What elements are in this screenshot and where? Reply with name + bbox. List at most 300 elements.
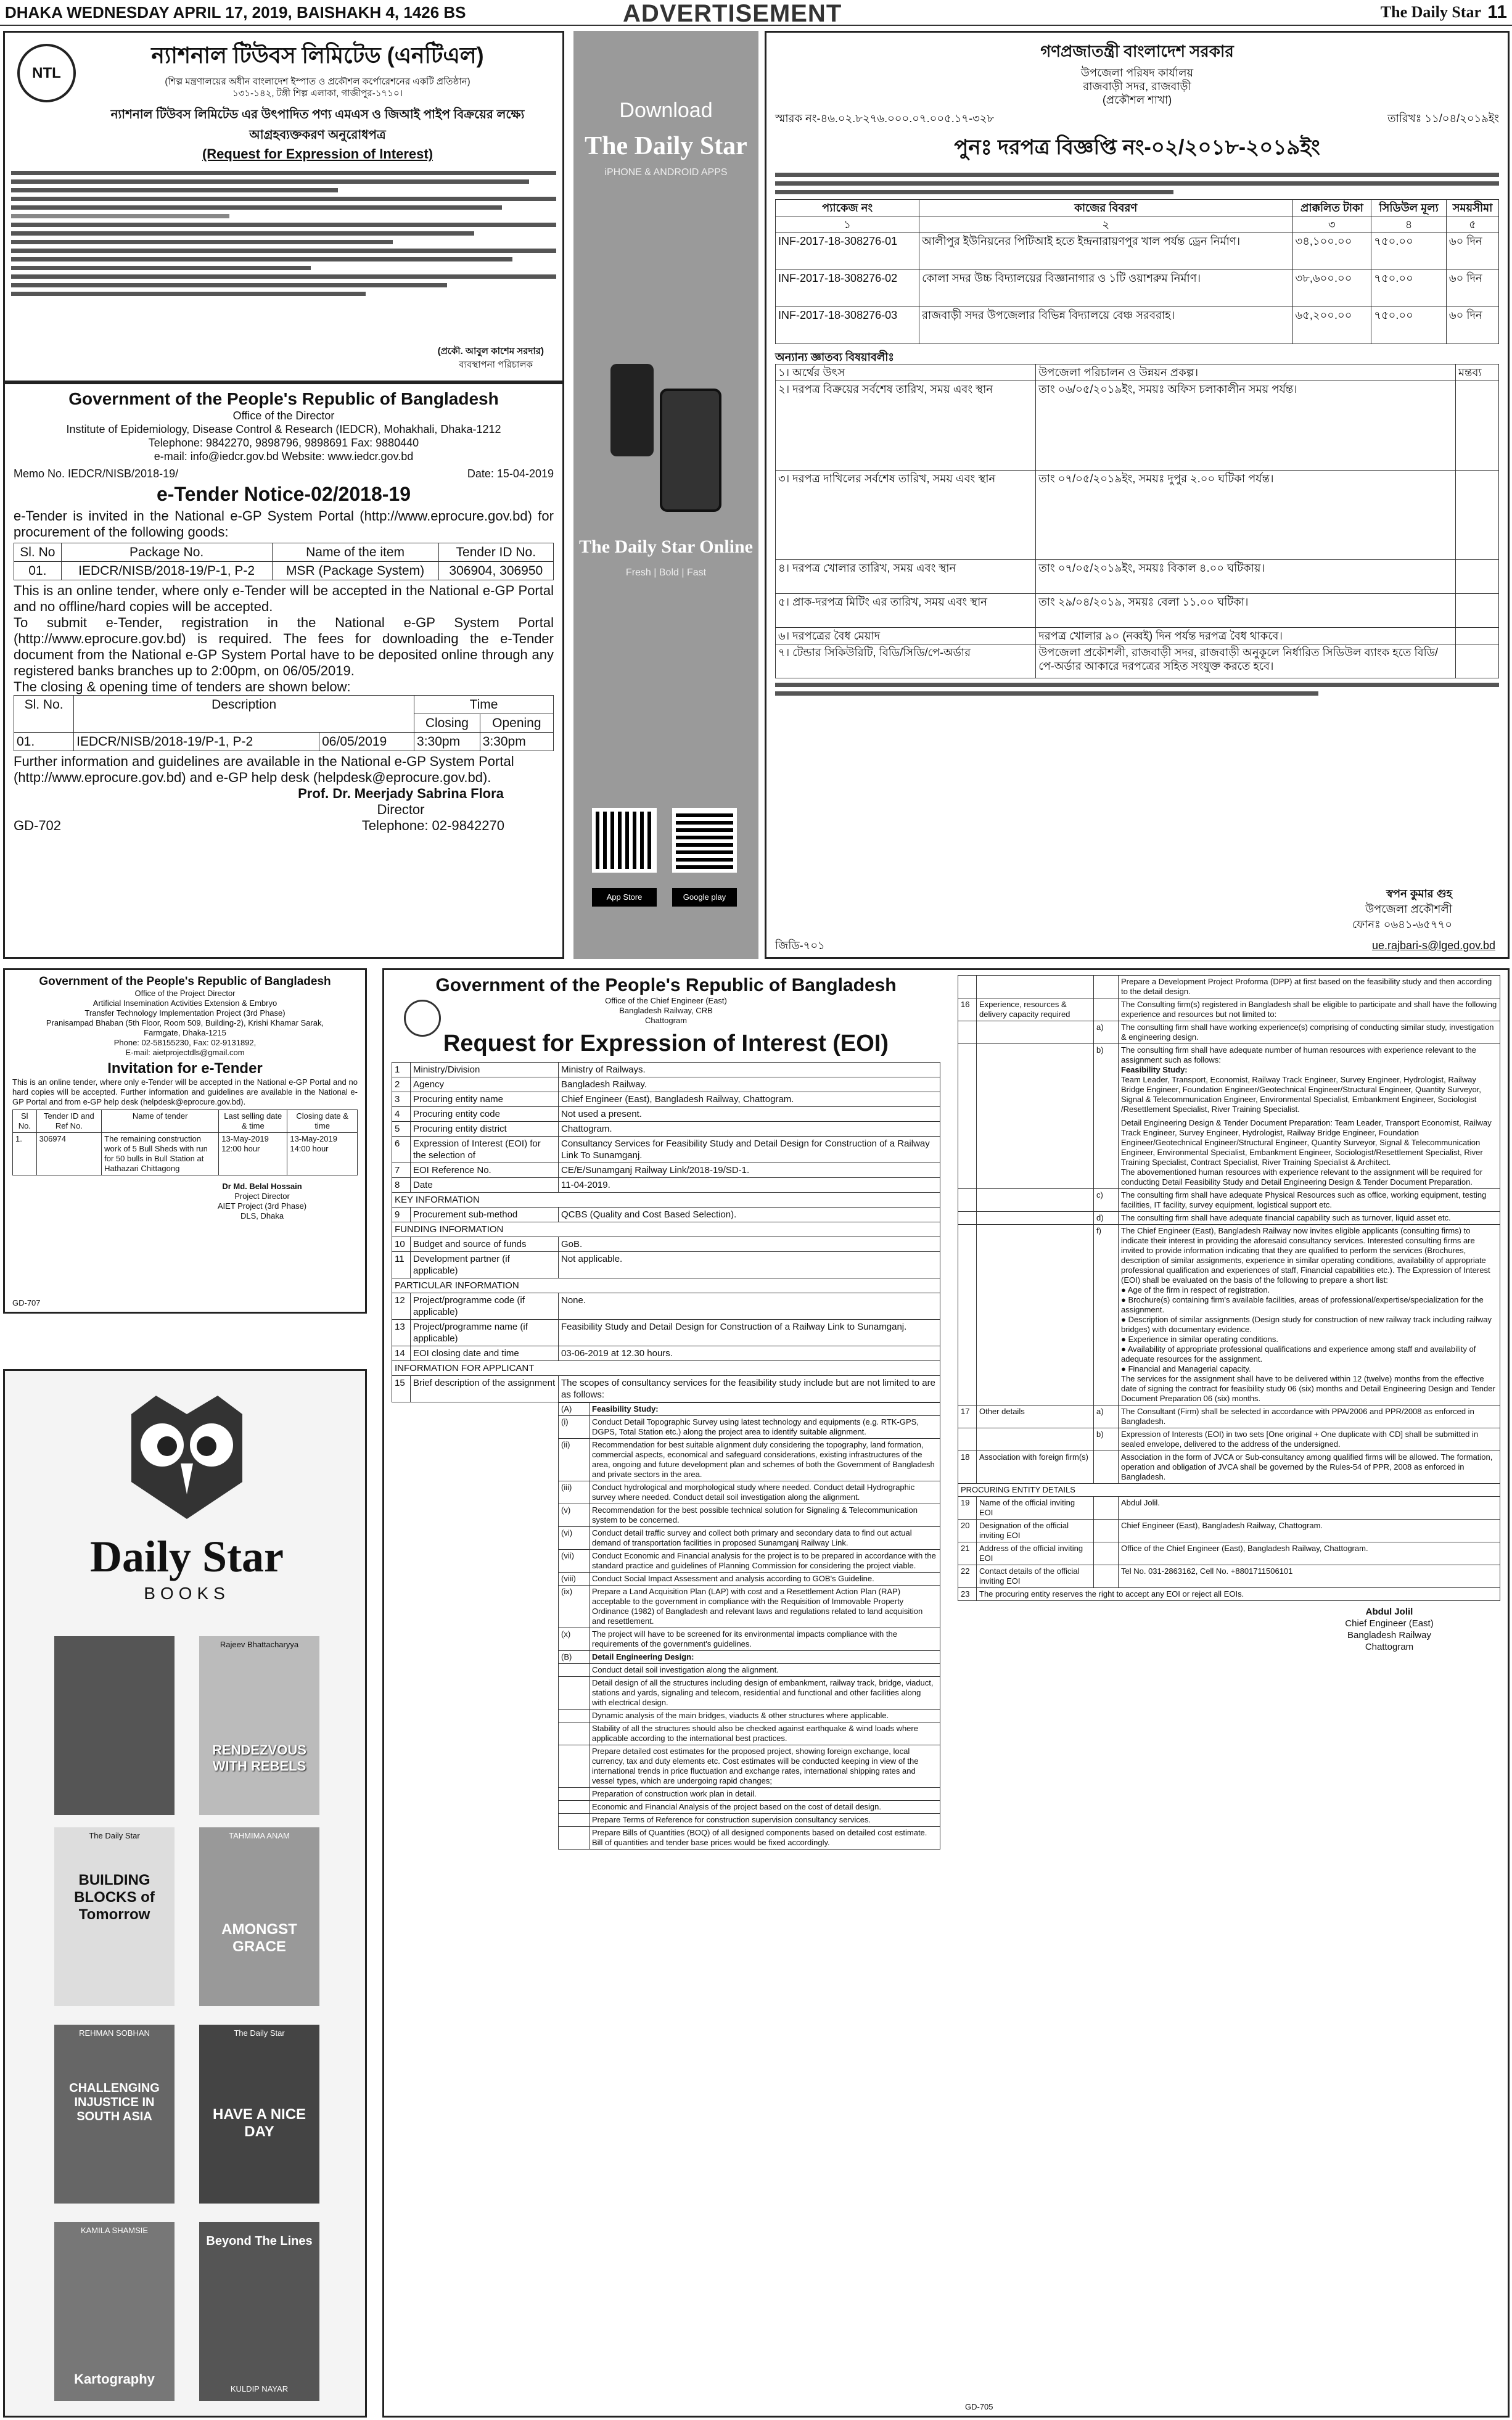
table-cell: Prepare a Land Acquisition Plan (LAP) with cost and a Resettlement Action Plan (RAP) acceptable to the government in compliance with the Requisition of Immovable Property Ordinance (1982) of Bangladesh and relevant laws and regulations related to land acquisition and resettlement.: [590, 1586, 940, 1628]
table-cell: Economic and Financial Analysis of the project based on the cost of detail design.: [590, 1801, 940, 1814]
table-cell: Chattogram.: [559, 1122, 940, 1137]
app-download: Download: [619, 99, 713, 122]
table-row: [13, 1133, 358, 1175]
iedcr-signer: Prof. Dr. Meerjady Sabrina Flora: [298, 786, 504, 801]
table-cell: [559, 1664, 590, 1677]
aiet-signer-line: DLS, Dhaka: [240, 1211, 284, 1220]
col-header: সিডিউল মূল্য: [1371, 200, 1447, 216]
table-row: [392, 1252, 940, 1278]
table-cell: Sl. No: [14, 543, 62, 562]
table-cell: উপজেলা পরিচালন ও উন্নয়ন প্রকল্প।: [1036, 364, 1456, 381]
table-cell: Sl. No.: [14, 696, 74, 733]
table-row: [559, 1504, 940, 1527]
iedcr-signer-title: Director: [377, 802, 425, 817]
iedcr-code: GD-702: [14, 818, 62, 833]
eoi-scope-table: [558, 1402, 940, 1850]
table-cell: 7: [392, 1163, 411, 1178]
table-row: [559, 1722, 940, 1745]
appstore-badge[interactable]: App Store: [592, 888, 657, 907]
table-cell: Prepare detailed cost estimates for the proposed project, showing foreign exchange, local currency, tax and duty elements etc. Cost estimates will be conducted keeping in view of the international trends in price fluctuation and exchange rates, international shipping rates and vessel types, which are undergoing rapid changes;: [590, 1745, 940, 1788]
aiet-title: Invitation for e-Tender: [107, 1060, 263, 1077]
table-cell: Detail Engineering Design:: [590, 1651, 940, 1664]
eoi-office: Office of the Chief Engineer (East): [605, 996, 727, 1005]
table-cell: দরপত্র খোলার ৯০ (নব্বই) দিন পর্যন্ত দরপত্র বৈধ থাকবে।: [1036, 628, 1456, 644]
eoi-office: Chattogram: [645, 1016, 687, 1025]
table-cell: ৭৫০.০০: [1371, 307, 1447, 344]
ntl-signer-title: ব্যবস্থাপনা পরিচালক: [459, 360, 533, 370]
ntl-sub: (শিল্প মন্ত্রণালয়ের অধীন বাংলাদেশ ইস্পাত ও প্রকৌশল কর্পোরেশনের একটি প্রতিষ্ঠান): [165, 76, 470, 87]
table-cell: 12: [392, 1293, 411, 1320]
table-cell: 13-May-2019 12:00 hour: [219, 1133, 287, 1175]
eoi-signer-line: Chattogram: [1365, 1642, 1414, 1652]
table-cell: [559, 1801, 590, 1814]
table-cell: Feasibility Study and Detail Design for Construction of a Railway Link to Sunamganj.: [559, 1320, 940, 1346]
ntl-org: ন্যাশনাল টিউবস লিমিটেড (এনটিএল): [151, 43, 484, 68]
iedcr-phone: Telephone: 02-9842270: [361, 818, 504, 833]
table-row: [958, 1212, 1500, 1225]
table-cell: Chief Engineer (East), Bangladesh Railway, Chattogram.: [1119, 1520, 1500, 1542]
table-row: [559, 1586, 940, 1628]
eoi-office: Bangladesh Railway, CRB: [619, 1006, 713, 1015]
table-cell: ৩: [1292, 216, 1371, 233]
qr-code: [592, 808, 657, 873]
book-cover[interactable]: [54, 1636, 175, 1815]
table-cell: Closing: [414, 714, 480, 733]
table-cell: Ministry of Railways.: [559, 1063, 940, 1077]
eoi-table-left: [392, 1062, 940, 1402]
col-header: কাজের বিবরণ: [919, 200, 1292, 216]
table-cell: a): [1094, 1405, 1119, 1428]
table-cell: 18: [958, 1451, 977, 1484]
table-cell: ৬৫,২০০.০০: [1292, 307, 1371, 344]
book-cover[interactable]: Rajeev Bhattacharyya RENDEZVOUS WITH REBELS: [199, 1636, 319, 1815]
table-row: [392, 1178, 940, 1193]
table-row: [559, 1550, 940, 1573]
table-cell: ৩৪,১০০.০০: [1292, 233, 1371, 270]
table-row: [392, 1278, 940, 1293]
table-cell: আলীপুর ইউনিয়নের পিটিআই হতে ইন্দ্রনারায়ণপুর খাল পর্যন্ত ড্রেন নির্মাণ।: [919, 233, 1292, 270]
ad-dailystar-app: [573, 31, 758, 959]
table-cell: Not used a present.: [559, 1107, 940, 1122]
table-row: [392, 1320, 940, 1346]
table-cell: [958, 1212, 977, 1225]
table-row: [776, 471, 1499, 560]
lged-office: উপজেলা পরিষদ কার্যালয়: [1080, 67, 1194, 79]
table-cell: The consulting firm shall have adequate financial capability such as turnover, liquid asset etc.: [1119, 1212, 1500, 1225]
table-row: [392, 1107, 940, 1122]
table-cell: (x): [559, 1628, 590, 1651]
table-cell: কোলা সদর উচ্চ বিদ্যালয়ের বিজ্ঞানাগার ও ১টি ওয়াশরুম নির্মাণ।: [919, 270, 1292, 307]
table-cell: Procuring entity name: [411, 1092, 559, 1107]
table-cell: [559, 1677, 590, 1710]
table-cell: Association with foreign firm(s): [977, 1451, 1094, 1484]
table-cell: Address of the official inviting EOI: [977, 1542, 1094, 1565]
table-cell: Conduct detail traffic survey and collect both primary and secondary data to find out actual demand of transportation facilities in proposed Sunamganj Railway Link.: [590, 1527, 940, 1550]
book-cover[interactable]: Beyond The Lines KULDIP NAYAR: [199, 2222, 319, 2401]
iedcr-gov: Government of the People's Republic of Bangladesh: [68, 389, 499, 408]
iedcr-p4: Further information and guidelines are available in the National e-GP System Portal (http://www.eprocure.gov.bd) and e-GP help desk (helpdesk@eprocure.gov.bd).: [14, 754, 514, 785]
table-cell: [1094, 1451, 1119, 1484]
iedcr-table: [14, 543, 554, 580]
table-cell: Designation of the official inviting EOI: [977, 1520, 1094, 1542]
table-cell: Package No.: [61, 543, 272, 562]
table-row: [392, 1092, 940, 1107]
table-row: [958, 1588, 1500, 1601]
lged-signer-title: উপজেলা প্রকৌশলী: [1365, 903, 1452, 915]
table-row: [14, 543, 554, 562]
table-cell: [1456, 628, 1499, 644]
table-cell: [1456, 560, 1499, 594]
table-row: [776, 270, 1499, 307]
table-cell: Expression of Interest (EOI) for the selection of: [411, 1137, 559, 1163]
table-cell: b): [1094, 1044, 1119, 1189]
eoi-table-right: [958, 975, 1500, 1601]
railway-logo-icon: [404, 1000, 441, 1037]
iedcr-tel: Telephone: 9842270, 9898796, 9898691 Fax: 9880440: [148, 437, 419, 449]
table-row: [14, 562, 554, 580]
table-row: [958, 1405, 1500, 1428]
section-title: ADVERTISEMENT: [623, 0, 842, 27]
table-cell: The Consulting firm(s) registered in Bangladesh shall be eligible to participate and shall have the following experience and resources but not limited to:: [1119, 998, 1500, 1021]
table-cell: GoB.: [559, 1237, 940, 1252]
table-cell: (ii): [559, 1439, 590, 1481]
table-cell: Chief Engineer (East), Bangladesh Railway, Chattogram.: [559, 1092, 940, 1107]
table-cell: The remaining construction work of 5 Bull Sheds with run for 50 bulls in Bull Station at Hathazari Chittagong: [102, 1133, 219, 1175]
table-cell: Project/programme code (if applicable): [411, 1293, 559, 1320]
table-row: [559, 1416, 940, 1439]
table-cell: Recommendation for the best possible technical solution for Signaling & Telecommunication system to be concerned.: [590, 1504, 940, 1527]
ntl-eoi: (Request for Expression of Interest): [202, 146, 433, 162]
ad-dailystar-books: [3, 1369, 367, 2418]
table-cell: [559, 1722, 590, 1745]
ad-railway-eoi: [382, 968, 1510, 2418]
table-cell: [1456, 471, 1499, 560]
table-cell: ৪। দরপত্র খোলার তারিখ, সময় এবং স্থান: [776, 560, 1036, 594]
table-cell: Agency: [411, 1077, 559, 1092]
table-cell: Brief description of the assignment: [411, 1376, 559, 1402]
ad-aiet: [3, 968, 367, 1314]
table-cell: Detail design of all the structures including design of embankment, railway track, bridge, viaduct, stations and yards, signaling and telecom, residential and functional and other facilities along with electrical design.: [590, 1677, 940, 1710]
app-platforms: iPHONE & ANDROID APPS: [604, 167, 728, 178]
table-cell: The scopes of consultancy services for the feasibility study include but are not limited to are as follows:: [559, 1376, 940, 1402]
eoi-signer-line: Bangladesh Railway: [1347, 1630, 1431, 1640]
table-cell: রাজবাড়ী সদর উপজেলার বিভিন্ন বিদ্যালয়ে বেঞ্চ সরবরাহ।: [919, 307, 1292, 344]
iedcr-p2: To submit e-Tender, registration in the National e-GP System Portal (http://www.eprocure.gov.bd) is required. The fees for downloading the e-Tender document from the National e-GP System Portal have to be deposited online through any registered banks branches up to 2:00pm, on 06/05/2019.: [14, 615, 554, 678]
table-cell: 16: [958, 998, 977, 1021]
table-row: [392, 1222, 940, 1237]
table-row: [559, 1403, 940, 1416]
table-cell: d): [1094, 1212, 1119, 1225]
books-sub: BOOKS: [144, 1584, 230, 1603]
table-row: [559, 1481, 940, 1504]
ntl-addr: ১৩১-১৪২, টঙ্গী শিল্প এলাকা, গাজীপুর-১৭১০।: [232, 88, 403, 99]
table-cell: ১। অর্থের উৎস: [776, 364, 1036, 381]
table-cell: FUNDING INFORMATION: [392, 1222, 940, 1237]
ad-ntl: [3, 31, 564, 382]
phone-image: [660, 389, 721, 512]
lged-branch: (প্রকৌশল শাখা): [1102, 94, 1172, 106]
table-cell: তাং ০৭/০৫/২০১৯ইং, সময়ঃ দুপুর ২.০০ ঘটিকা পর্যন্ত।: [1036, 471, 1456, 560]
table-row: [559, 1664, 940, 1677]
table-row: [392, 1137, 940, 1163]
lged-phone: ফোনঃ ০৬৪১-৬৫৭৭০: [1352, 918, 1452, 931]
table-cell: Recommendation for best suitable alignment duly considering the topography, land formation, commercial aspects, economical and safeguard considerations, existing infrastructures of the area, ongoing and future development plan and schemes of both the Government of Bangladesh and private sectors in the area.: [590, 1439, 940, 1481]
table-cell: (iii): [559, 1481, 590, 1504]
table-cell: QCBS (Quality and Cost Based Selection).: [559, 1208, 940, 1222]
table-row: [559, 1710, 940, 1722]
table-cell: [977, 1021, 1094, 1044]
table-cell: Tender ID No.: [438, 543, 553, 562]
table-cell: IEDCR/NISB/2018-19/P-1, P-2: [61, 562, 272, 580]
table-cell: The consulting firm shall have adequate number of human resources with experience relevant to the assignment such as follows: Feasibility Study: Team Leader, Transport, Economist, Railway Track Engineer, Survey Engineer, Hydrologist, Railway Bridge Engineer, Foundation Engineer/Geotechnical Engineer/Structural Engineer, Quantity Surveyor, Signal & Telecommunication Engineer, Environmental Specialist, Embankment Engineer, Sociologist /Resettlement Specialist, River Training Specialist. Detail Engineering Design & Tender Document Preparation: Team Leader, Transport Economist, Railway Track Engineer, Survey Engineer, Hydrologist, Railway Bridge Engineer, Foundation Engineer/Geotechnical Engineer/Structural Engineer, Quantity Surveyor, Signal & Telecommunication Engineer, Environmental Specialist, Embankment Engineer, Sociologist/Resettlement Specialist, River Training Specialist, Contract Specialist, River Training Specialist & Architect. The abovementioned human resources with experience relevant to the assignment will be required for conducting Detail Feasibility Study and Detail Engineering Design & Tender Document Preparation.: [1119, 1044, 1500, 1189]
lged-memo: স্মারক নং-৪৬.০২.৮২৭৬.০০০.০৭.০০৫.১৭-৩২৮: [775, 112, 995, 125]
table-cell: [559, 1745, 590, 1788]
phone-image: [610, 364, 654, 456]
ntl-title: ন্যাশনাল টিউবস লিমিটেড এর উৎপাদিত পণ্য এমএস ও জিআই পাইপ বিক্রয়ের লক্ষ্যে আগ্রহব্যক্তকরণ অনুরোধপত্র: [110, 108, 525, 142]
table-cell: Association in the form of JVCA or Sub-consultancy among qualified firms will be allowed. The formation, operation and obligation of JVCA shall be governed by the Rules-54 of PPR, 2008 as enforced in Bangladesh.: [1119, 1451, 1500, 1484]
table-cell: Conduct Economic and Financial analysis for the project is to be prepared in accordance with the standard practice and guidelines of Planning Commission for considering the project viable.: [590, 1550, 940, 1573]
table-cell: ৭৫০.০০: [1371, 233, 1447, 270]
table-cell: উপজেলা প্রকৌশলী, রাজবাড়ী সদর, রাজবাড়ী অনুকূলে নির্ধারিত সিডিউল ব্যাংক হতে বিডি/পে-অর্ডার আকারে দরপত্রের সহিত সংযুক্ত করতে হবে।: [1036, 644, 1456, 678]
table-row: [958, 1451, 1500, 1484]
table-cell: IEDCR/NISB/2018-19/P-1, P-2: [74, 733, 319, 751]
table-cell: 15: [392, 1376, 411, 1402]
iedcr-memo: Memo No. IEDCR/NISB/2018-19/: [14, 467, 179, 480]
table-cell: INFORMATION FOR APPLICANT: [392, 1361, 940, 1376]
table-cell: [958, 1189, 977, 1212]
table-cell: Stability of all the structures should also be checked against earthquake & wind loads where applicable according to the international best practices.: [590, 1722, 940, 1745]
table-row: [559, 1788, 940, 1801]
lged-info-table: [775, 364, 1499, 678]
table-cell: ৬০ দিন: [1446, 270, 1498, 307]
table-cell: EOI Reference No.: [411, 1163, 559, 1178]
table-cell: Prepare a Development Project Proforma (DPP) at first based on the feasibility study and then according to the detail design.: [1119, 976, 1500, 998]
table-cell: [977, 1225, 1094, 1405]
table-cell: [958, 1021, 977, 1044]
table-cell: Other details: [977, 1405, 1094, 1428]
table-cell: 3: [392, 1092, 411, 1107]
table-cell: Procuring entity district: [411, 1122, 559, 1137]
table-cell: Procurement sub-method: [411, 1208, 559, 1222]
table-cell: ৭। টেন্ডার সিকিউরিটি, বিডি/সিডি/পে-অর্ডার: [776, 644, 1036, 678]
table-cell: 3:30pm: [480, 733, 553, 751]
table-cell: Opening: [480, 714, 553, 733]
table-cell: [1456, 594, 1499, 628]
table-cell: [958, 1044, 977, 1189]
table-cell: [1456, 644, 1499, 678]
table-cell: 21: [958, 1542, 977, 1565]
aiet-signer-line: AIET Project (3rd Phase): [217, 1201, 307, 1211]
table-cell: 6: [392, 1137, 411, 1163]
table-cell: ৬। দরপত্রের বৈধ মেয়াদ: [776, 628, 1036, 644]
table-cell: [958, 1428, 977, 1451]
table-cell: The procuring entity reserves the right to accept any EOI or reject all EOIs.: [977, 1588, 1500, 1601]
table-cell: [559, 1827, 590, 1850]
table-cell: 03-06-2019 at 12.30 hours.: [559, 1346, 940, 1361]
table-row: [559, 1573, 940, 1586]
table-cell: ৫: [1446, 216, 1498, 233]
aiet-gov: Government of the People's Republic of Bangladesh: [39, 975, 331, 988]
table-cell: Name of the official inviting EOI: [977, 1497, 1094, 1520]
table-cell: 13-May-2019 14:00 hour: [287, 1133, 358, 1175]
table-cell: Budget and source of funds: [411, 1237, 559, 1252]
table-cell: Ministry/Division: [411, 1063, 559, 1077]
col-header: সময়সীমা: [1446, 200, 1498, 216]
table-cell: Project/programme name (if applicable): [411, 1320, 559, 1346]
lged-email[interactable]: ue.rajbari-s@lged.gov.bd: [1371, 939, 1495, 952]
iedcr-email: e-mail: info@iedcr.gov.bd Website: www.iedcr.gov.bd: [154, 450, 414, 463]
table-cell: Conduct Social Impact Assessment and analysis according to GOB's Guideline.: [590, 1573, 940, 1586]
aiet-line: Office of the Project Director: [134, 989, 236, 998]
table-row: [392, 1293, 940, 1320]
table-cell: [1094, 998, 1119, 1021]
table-row: [559, 1628, 940, 1651]
iedcr-intro: e-Tender is invited in the National e-GP System Portal (http://www.eprocure.gov.bd) for procurement of the following goods:: [14, 508, 554, 540]
table-row: [392, 1237, 940, 1252]
table-cell: (ix): [559, 1586, 590, 1628]
table-row: [392, 1063, 940, 1077]
table-cell: Expression of Interests (EOI) in two sets [One original + One duplicate with CD] shall be submitted in sealed envelope, delivered to the address of the undersigned.: [1119, 1428, 1500, 1451]
table-row: [776, 200, 1499, 216]
table-cell: Dynamic analysis of the main bridges, viaducts & other structures where applicable.: [590, 1710, 940, 1722]
table-cell: Consultancy Services for Feasibility Study and Detail Design for Construction of a Railway Link To Sunamganj.: [559, 1137, 940, 1163]
table-cell: 13: [392, 1320, 411, 1346]
book-cover[interactable]: The Daily Star HAVE A NICE DAY: [199, 2025, 319, 2204]
table-cell: 19: [958, 1497, 977, 1520]
aiet-line: Phone: 02-58155230, Fax: 02-9131892,: [113, 1038, 257, 1047]
table-cell: Contact details of the official inviting EOI: [977, 1565, 1094, 1588]
table-cell: CE/E/Sunamganj Railway Link/2018-19/SD-1.: [559, 1163, 940, 1178]
iedcr-time-table: [14, 695, 554, 751]
table-cell: ৬০ দিন: [1446, 307, 1498, 344]
table-cell: Date: [411, 1178, 559, 1193]
lged-place: রাজবাড়ী সদর, রাজবাড়ী: [1083, 80, 1191, 93]
table-cell: Abdul Jolil.: [1119, 1497, 1500, 1520]
page-header: [0, 0, 1512, 26]
aiet-line: Artificial Insemination Activities Extension & Embryo: [92, 998, 277, 1008]
table-row: [958, 1189, 1500, 1212]
table-cell: The Consultant (Firm) shall be selected in accordance with PPA/2006 and PPR/2008 as enforced in Bangladesh.: [1119, 1405, 1500, 1428]
ntl-logo: NTL: [17, 44, 76, 102]
table-cell: Last selling date & time: [219, 1110, 287, 1133]
table-row: [559, 1814, 940, 1827]
table-cell: 10: [392, 1237, 411, 1252]
table-cell: [977, 1428, 1094, 1451]
table-cell: f): [1094, 1225, 1119, 1405]
table-cell: (vi): [559, 1527, 590, 1550]
qr-code: [672, 808, 737, 873]
lged-title: পুনঃ দরপত্র বিজ্ঞপ্তি নং-০২/২০১৮-২০১৯ইং: [954, 136, 1320, 159]
book-cover[interactable]: KAMILA SHAMSIE Kartography: [54, 2222, 175, 2401]
aiet-line: E-mail: aietprojectdls@gmail.com: [125, 1048, 245, 1057]
table-row: [958, 1520, 1500, 1542]
app-tagline: Fresh | Bold | Fast: [625, 567, 707, 578]
table-cell: ৩। দরপত্র দাখিলের সর্বশেষ তারিখ, সময় এবং স্থান: [776, 471, 1036, 560]
iedcr-inst: Institute of Epidemiology, Disease Control & Research (IEDCR), Mohakhali, Dhaka-1212: [66, 423, 501, 435]
table-cell: ৪: [1371, 216, 1447, 233]
table-cell: Time: [414, 696, 554, 714]
iedcr-p1: This is an online tender, where only e-Tender will be accepted in the National e-GP Portal and no offline/hard copies will be accepted.: [14, 583, 554, 614]
table-row: [13, 1110, 358, 1133]
table-cell: INF-2017-18-308276-03: [776, 307, 919, 344]
table-cell: ৩৮,৬০০.০০: [1292, 270, 1371, 307]
iedcr-date: Date: 15-04-2019: [467, 467, 554, 480]
table-cell: [1094, 1542, 1119, 1565]
table-cell: [559, 1710, 590, 1722]
table-cell: মন্তব্য: [1456, 364, 1499, 381]
table-cell: 2: [392, 1077, 411, 1092]
aiet-signer: Dr Md. Belal Hossain: [222, 1182, 302, 1191]
table-cell: 306974: [36, 1133, 102, 1175]
table-cell: Prepare Bills of Quantities (BOQ) of all designed components based on detailed cost estimate. Bill of quantities and tender base prices would be fixed accordingly.: [590, 1827, 940, 1850]
table-row: [776, 644, 1499, 678]
table-row: [958, 1044, 1500, 1189]
table-row: [958, 1428, 1500, 1451]
book-cover[interactable]: The Daily Star BUILDING BLOCKS of Tomorrow: [54, 1827, 175, 2006]
table-cell: INF-2017-18-308276-02: [776, 270, 919, 307]
table-cell: c): [1094, 1189, 1119, 1212]
table-row: [392, 1208, 940, 1222]
table-cell: 5: [392, 1122, 411, 1137]
table-row: [392, 1193, 940, 1208]
table-cell: (viii): [559, 1573, 590, 1586]
table-cell: তাং ২৯/০৪/২০১৯, সময়ঃ বেলা ১১.০০ ঘটিকা।: [1036, 594, 1456, 628]
table-cell: Preparation of construction work plan in detail.: [590, 1788, 940, 1801]
table-row: [559, 1677, 940, 1710]
ntl-signer: (প্রকৌ. আবুল কাশেম সরদার): [437, 346, 544, 356]
table-row: [958, 1021, 1500, 1044]
app-brand: The Daily Star: [585, 132, 747, 160]
table-row: [958, 1484, 1500, 1497]
table-cell: ১: [776, 216, 919, 233]
table-row: [776, 233, 1499, 270]
table-row: [776, 216, 1499, 233]
table-cell: MSR (Package System): [272, 562, 438, 580]
table-cell: PARTICULAR INFORMATION: [392, 1278, 940, 1293]
table-cell: Conduct Detail Topographic Survey using latest technology and equipments (e.g. RTK-GPS, DGPS, Total Station etc.) along the project area to identify suitable alignment.: [590, 1416, 940, 1439]
table-cell: Name of the item: [272, 543, 438, 562]
ad-iedcr: [3, 382, 564, 959]
table-cell: Office of the Chief Engineer (East), Bangladesh Railway, Chattogram.: [1119, 1542, 1500, 1565]
book-cover[interactable]: REHMAN SOBHAN CHALLENGING INJUSTICE IN SOUTH ASIA: [54, 2025, 175, 2204]
ad-lged: [765, 31, 1510, 959]
table-row: [776, 628, 1499, 644]
table-cell: ২। দরপত্র বিক্রয়ের সর্বশেষ তারিখ, সময় এবং স্থান: [776, 381, 1036, 471]
table-cell: [1094, 1520, 1119, 1542]
lged-intro-text: [775, 173, 1499, 194]
table-cell: 20: [958, 1520, 977, 1542]
book-cover[interactable]: TAHMIMA ANAM AMONGST GRACE: [199, 1827, 319, 2006]
eoi-signer: Abdul Jolil: [1365, 1607, 1413, 1617]
aiet-table: [12, 1109, 358, 1175]
table-cell: [958, 1225, 977, 1405]
table-cell: 14: [392, 1346, 411, 1361]
table-row: [392, 1376, 940, 1402]
table-cell: None.: [559, 1293, 940, 1320]
table-row: [958, 1542, 1500, 1565]
iedcr-office: Office of the Director: [232, 410, 335, 422]
lged-gov: গণপ্রজাতন্ত্রী বাংলাদেশ সরকার: [1040, 42, 1234, 60]
lged-footer-text: [775, 683, 1499, 696]
app-online: The Daily Star Online: [579, 537, 753, 557]
googleplay-badge[interactable]: Google play: [672, 888, 737, 907]
table-cell: Name of tender: [102, 1110, 219, 1133]
table-cell: Conduct hydrological and morphological study where needed. Conduct detail Hydrographic survey where needed. Conduct detail soil investigation along the alignment.: [590, 1481, 940, 1504]
table-row: [958, 976, 1500, 998]
table-cell: 1: [392, 1063, 411, 1077]
table-row: [392, 1361, 940, 1376]
table-row: [392, 1163, 940, 1178]
